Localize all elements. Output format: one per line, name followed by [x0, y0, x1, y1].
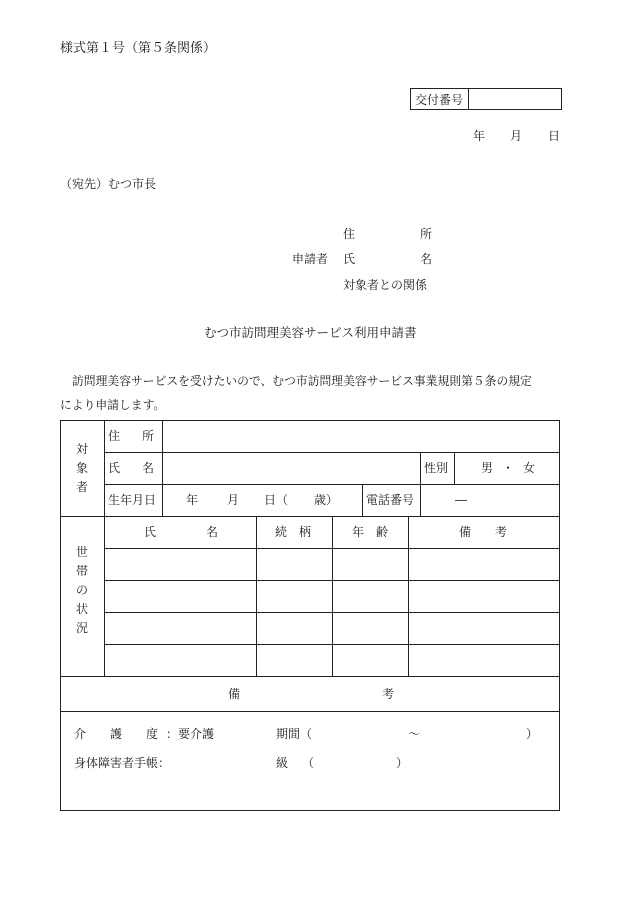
household-age-cell[interactable]: [333, 613, 407, 644]
document-title: むつ市訪問理美容サービス利用申請書: [204, 325, 417, 340]
household-relation-cell[interactable]: [257, 549, 331, 580]
birthdate-label: 生年月日: [108, 493, 157, 507]
subject-address-field[interactable]: [164, 422, 558, 451]
subject-name-label: 氏 名: [108, 461, 155, 475]
applicant-name-label-2: 名: [420, 252, 433, 266]
disability-grade-close: ）: [396, 756, 409, 770]
period-label: 期間（: [276, 727, 313, 741]
issue-number-label: 交付番号: [415, 93, 464, 107]
intro-line-2: により申請します。: [60, 398, 166, 412]
disability-grade-label: 級: [276, 756, 289, 770]
household-relation-cell[interactable]: [257, 613, 331, 644]
household-header-age: 年 齢: [352, 525, 389, 539]
addressee: （宛先）むつ市長: [60, 177, 157, 191]
birthdate-year: 年: [186, 493, 199, 507]
household-age-cell[interactable]: [333, 549, 407, 580]
household-section-label: 世 帯 の 状 況: [75, 545, 88, 635]
disability-handbook-label: 身体障害者手帳：: [74, 756, 171, 770]
household-relation-cell[interactable]: [257, 645, 331, 676]
applicant-relation-label: 対象者との関係: [343, 278, 428, 292]
household-name-cell[interactable]: [105, 645, 255, 676]
household-header-name: 氏 名: [144, 525, 219, 539]
subject-name-field[interactable]: [164, 454, 418, 483]
household-age-cell[interactable]: [333, 645, 407, 676]
period-separator: ～: [408, 727, 421, 741]
household-name-cell[interactable]: [105, 613, 255, 644]
applicant-label: 申請者: [292, 252, 329, 266]
birthdate-age: 歳）: [314, 493, 339, 507]
intro-line-1: 訪問理美容サービスを受けたいので、むつ市訪問理美容サービス事業規則第５条の規定: [72, 374, 532, 388]
form-number: 様式第１号（第５条関係）: [60, 41, 217, 56]
care-level-value[interactable]: ：要介護: [166, 727, 215, 741]
birthdate-day: 日（: [264, 493, 289, 507]
care-level-label: 介 護 度: [74, 727, 159, 741]
household-header-notes: 備 考: [459, 525, 508, 539]
issue-number-box: [410, 88, 562, 110]
household-notes-cell[interactable]: [409, 645, 559, 676]
household-name-cell[interactable]: [105, 581, 255, 612]
remarks-header: 備 考: [228, 687, 395, 701]
subject-address-label: 住 所: [108, 429, 155, 443]
applicant-address-label-1: 住: [343, 227, 356, 241]
household-notes-cell[interactable]: [409, 549, 559, 580]
gender-value[interactable]: 男 ・ 女: [481, 461, 536, 475]
applicant-name-label-1: 氏: [343, 252, 356, 266]
phone-label: 電話番号: [366, 493, 415, 507]
household-name-cell[interactable]: [105, 549, 255, 580]
date-month-label: 月: [510, 129, 523, 143]
date-year-label: 年: [473, 129, 486, 143]
household-notes-cell[interactable]: [409, 581, 559, 612]
birthdate-month: 月: [227, 493, 240, 507]
household-relation-cell[interactable]: [257, 581, 331, 612]
phone-value[interactable]: ―: [455, 493, 467, 507]
household-notes-cell[interactable]: [409, 613, 559, 644]
disability-grade-open: （: [302, 756, 315, 770]
subject-section-label: 対 象 者: [75, 442, 88, 494]
household-age-cell[interactable]: [333, 581, 407, 612]
date-day-label: 日: [548, 129, 561, 143]
period-close: ）: [526, 727, 539, 741]
household-header-relation: 続 柄: [275, 525, 312, 539]
applicant-address-label-2: 所: [420, 227, 433, 241]
gender-label: 性別: [424, 461, 449, 475]
